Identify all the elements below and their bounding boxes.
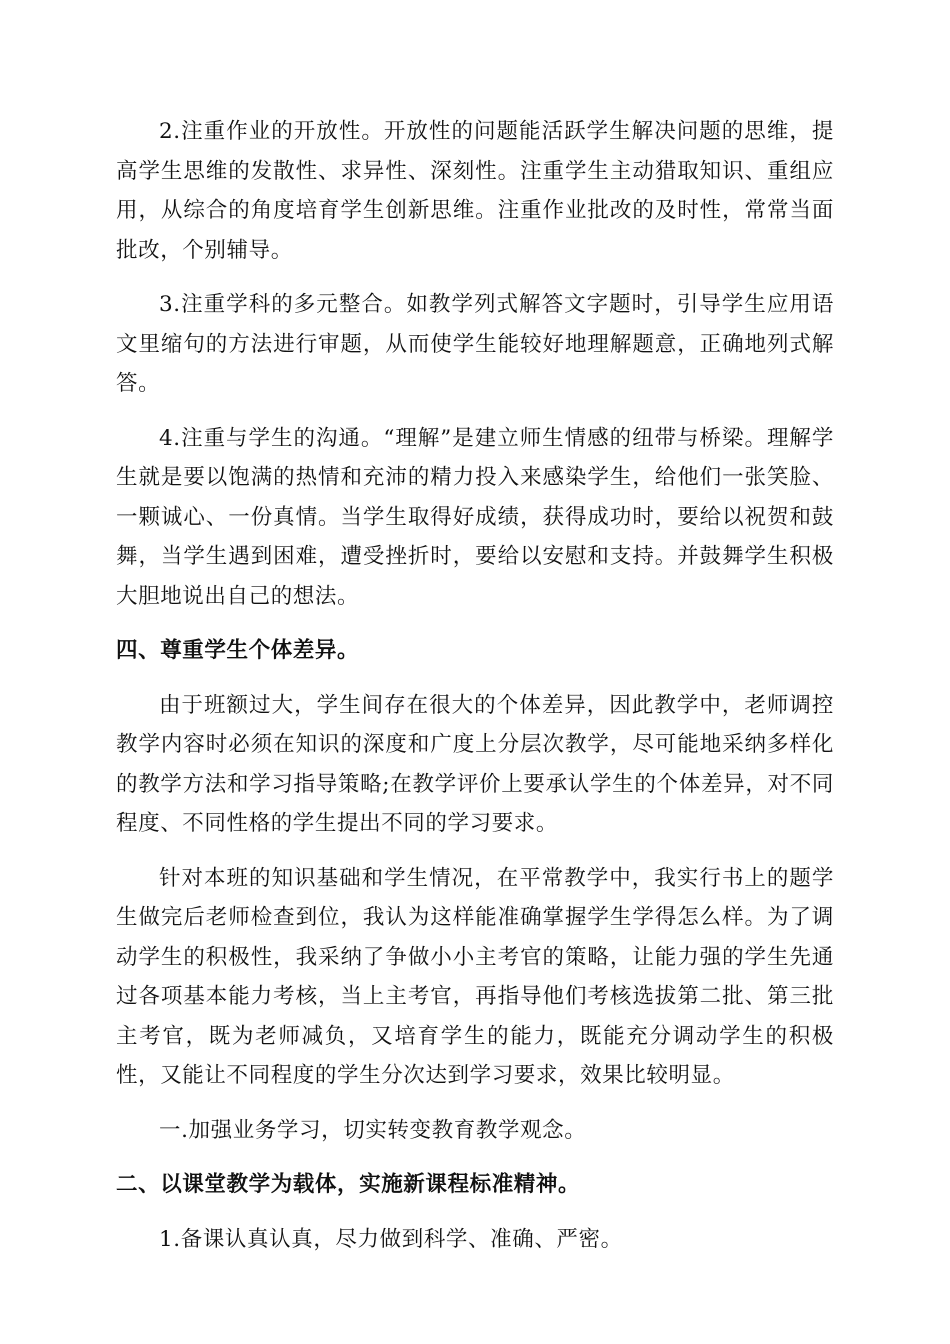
paragraph-student-communication: 4.注重与学生的沟通。“理解”是建立师生情感的纽带与桥梁。理解学生就是要以饱满的热情和充沛的精力投入来感染学生，给他们一张笑脸、一颗诚心、一份真情。当学生取得好成绩，获得成功时，要给以祝贺和鼓舞，当学生遇到困难，遭受挫折时，要给以安慰和支持。并鼓舞学生积极大胆地说出自己的想法。 — [116, 425, 834, 609]
paragraph-class-size-differences: 由于班额过大，学生间存在很大的个体差异，因此教学中，老师调控教学内容时必须在知识的深度和广度上分层次教学，尽可能地采纳多样化的教学方法和学习指导策略;在教学评价上要承认学生的个体差异，对不同程度、不同性格的学生提出不同的学习要求。 — [116, 692, 834, 836]
section-heading-classroom-teaching: 二、以课堂教学为载体，实施新课程标准精神。 — [116, 1172, 581, 1197]
paragraph-lesson-preparation: 1.备课认真认真，尽力做到科学、准确、严密。 — [159, 1226, 623, 1252]
paragraph-professional-learning: 一.加强业务学习，切实转变教育教学观念。 — [159, 1117, 587, 1143]
paragraph-subject-integration: 3.注重学科的多元整合。如教学列式解答文字题时，引导学生应用语文里缩句的方法进行审题，从而使学生能较好地理解题意，正确地列式解答。 — [116, 292, 834, 396]
document-body — [116, 112, 834, 1274]
section-heading-individual-differences: 四、尊重学生个体差异。 — [116, 638, 360, 663]
paragraph-examiner-strategy: 针对本班的知识基础和学生情况，在平常教学中，我实行书上的题学生做完后老师检查到位，我认为这样能准确掌握学生学得怎么样。为了调动学生的积极性，我采纳了争做小小主考官的策略，让能力强的学生先通过各项基本能力考核，当上主考官，再指导他们考核选拔第二批、第三批主考官，既为老师减负，又培育学生的能力，既能充分调动学生的积极性，又能让不同程度的学生分次达到学习要求，效果比较明显。 — [116, 865, 834, 1088]
paragraph-homework-openness: 2.注重作业的开放性。开放性的问题能活跃学生解决问题的思维，提高学生思维的发散性、求异性、深刻性。注重学生主动猎取知识、重组应用，从综合的角度培育学生创新思维。注重作业批改的及时性，常常当面批改，个别辅导。 — [116, 119, 834, 263]
